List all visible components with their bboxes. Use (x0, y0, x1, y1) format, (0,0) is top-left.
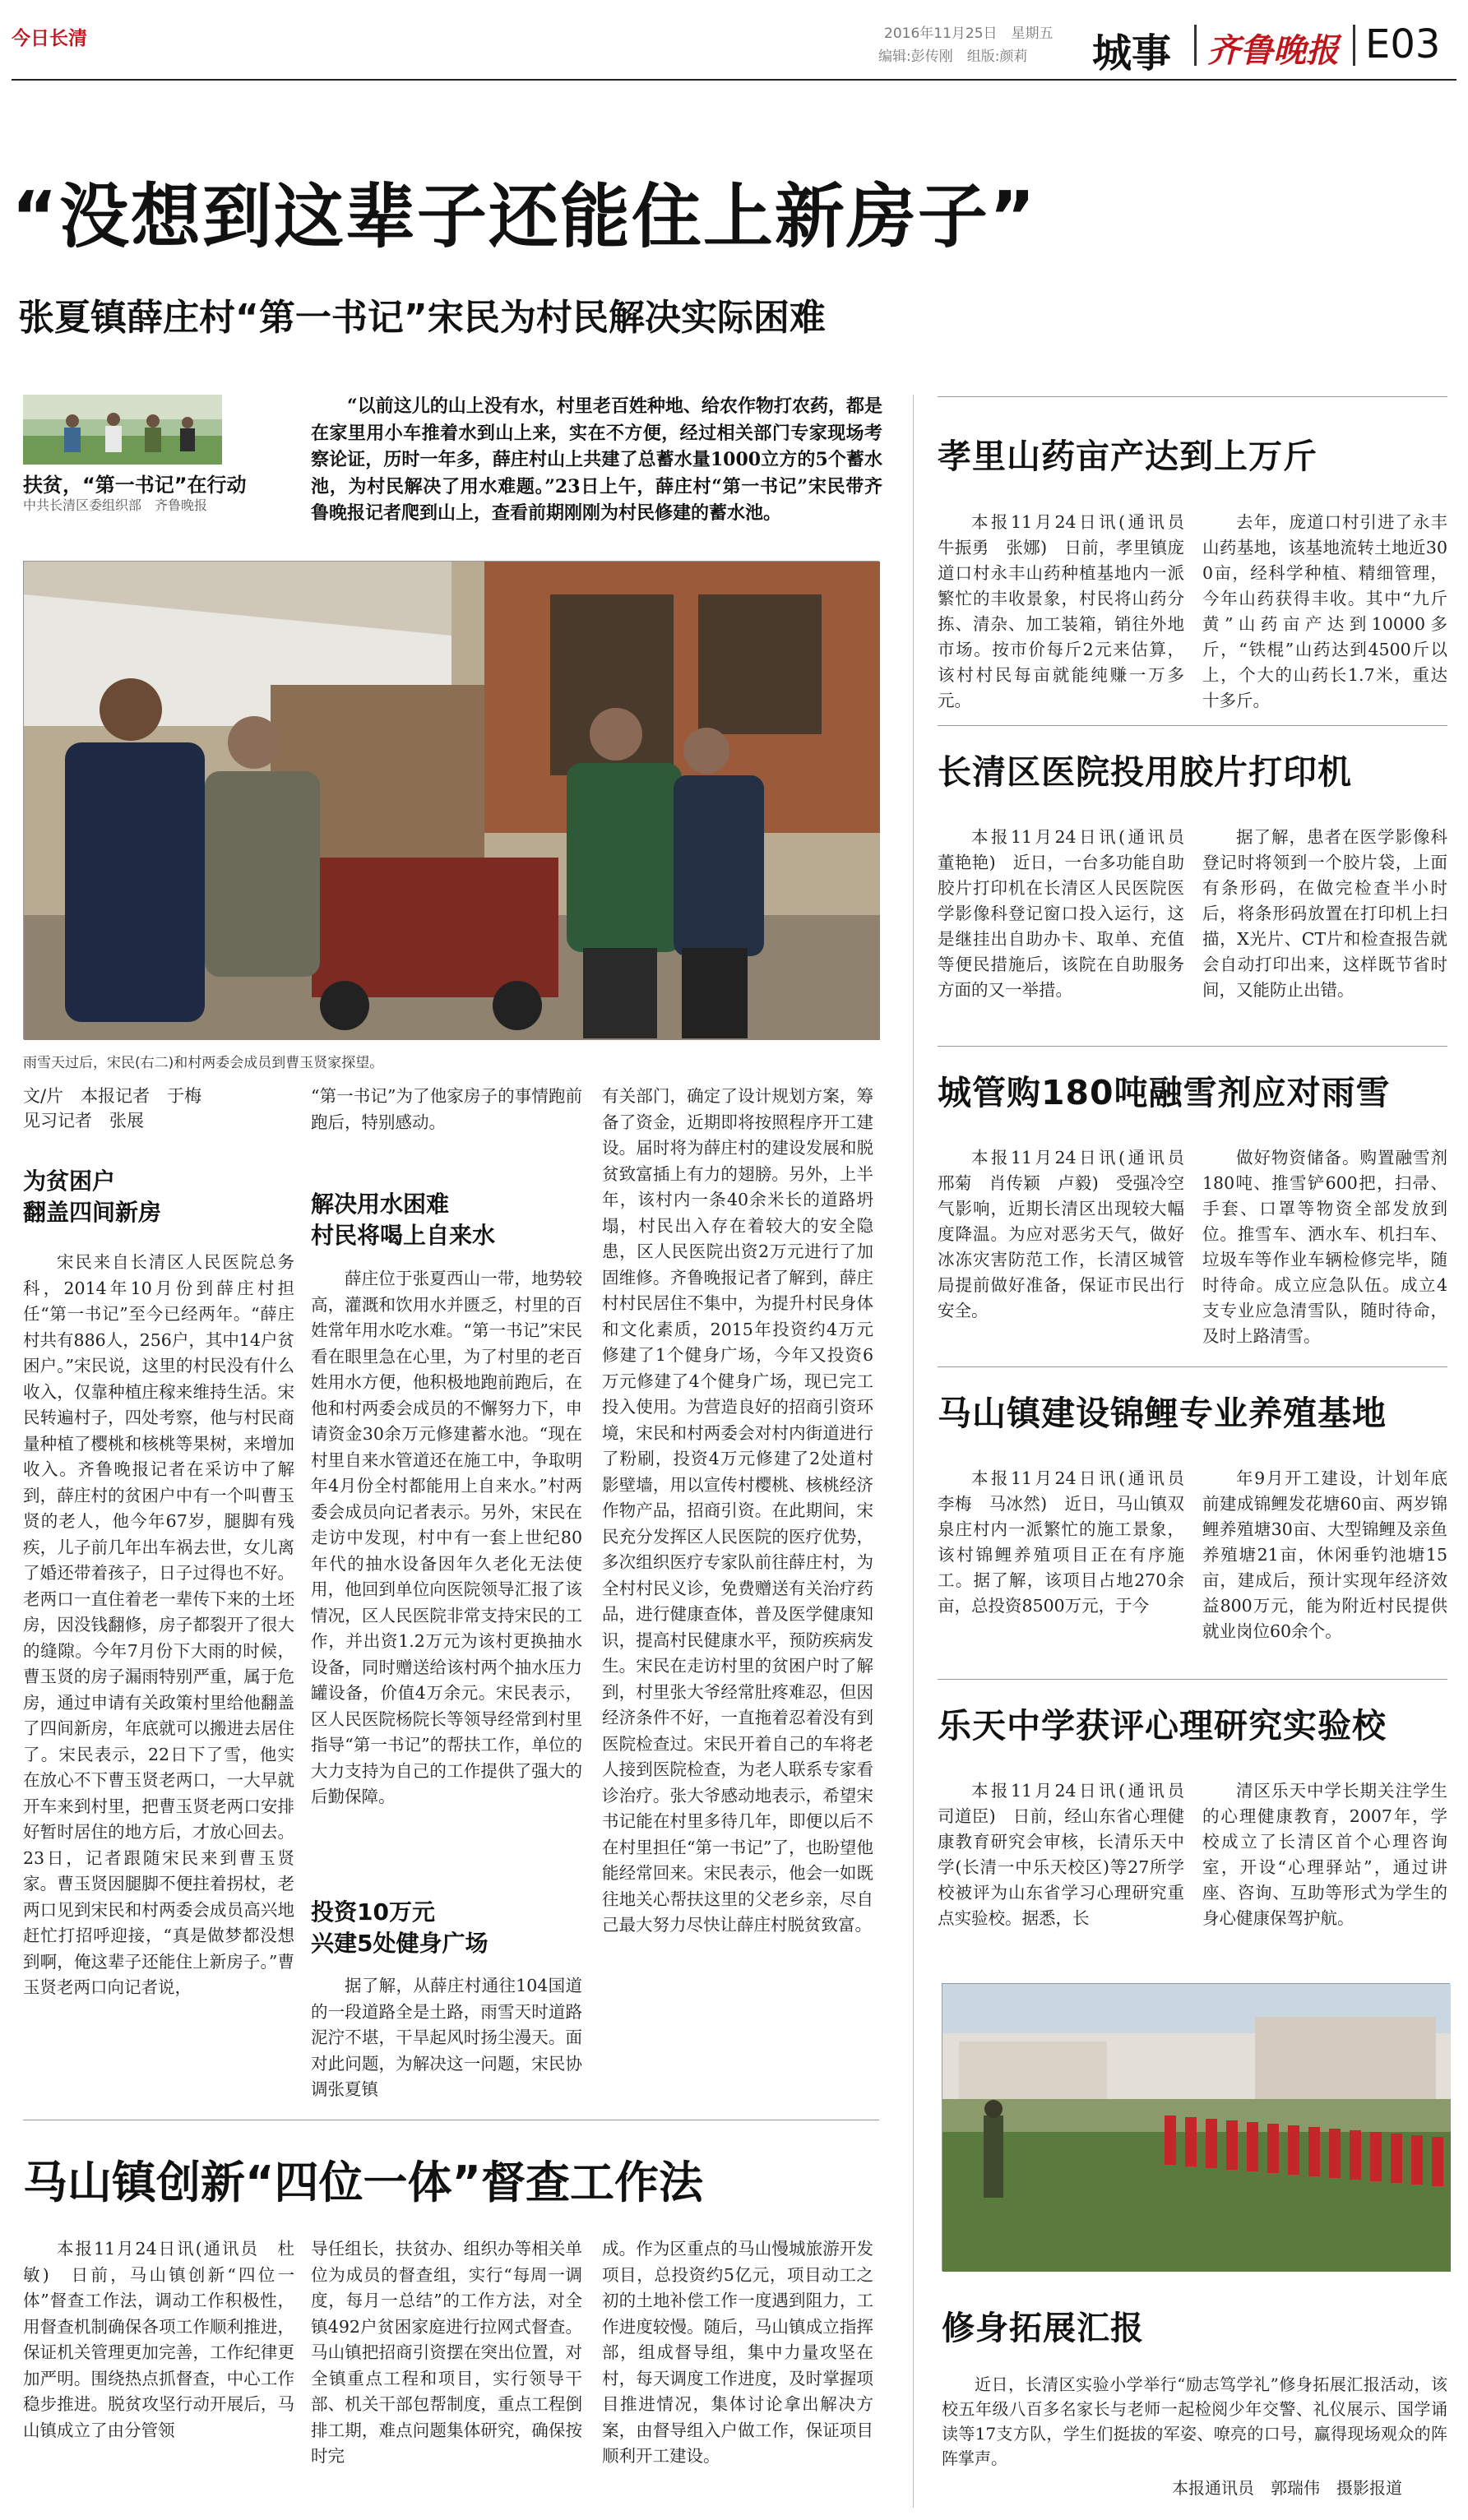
article-col-3 (602, 1084, 873, 2105)
main-title: “没想到这辈子还能住上新房子” (12, 177, 1037, 258)
story-school-right: 清区乐天中学长期关注学生的心理健康教育，2007年，学校成立了长清区首个心理咨询室，开设“心理驿站”，通过讲座、咨询、互助等形式为学生的身心健康保驾护航。 (1202, 1781, 1447, 1928)
article-col-1 (23, 1250, 294, 2105)
subhead-water (311, 1189, 582, 1251)
story-title-yam: 孝里山药亩产达到上万斤 (938, 437, 1317, 476)
article-text: 薛庄位于张夏西山一带，地势较高，灌溉和饮用水并匮乏，村里的百姓常年用水吃水难。“第一书记”宋民看在眼里急在心里，为了村里的老百姓用水方便，他积极地跑前跑后，在他和村两委会成员的不懈努力下，申请资金30余万元修建蓄水池。“现在村里自来水管道还在施工中，争取明年4月份全村都能用上自来水。”村两委会成员向记者表示。另外，宋民在走访中发现，村中有一套上世纪80年代的抽水设备因年久老化无法使用，他回到单位向医院领导汇报了该情况，区人民医院非常支持宋民的工作，并出资1.2万元为该村更换抽水设备，同时赠送给该村两个抽水压力罐设备，价值4万余元。宋民表示，区人民医院杨院长等领导经常到村里指导“第一书记”的帮扶工作，单位的大力支持为自己的工作提供了强大的后勤保障。 (311, 1269, 582, 1806)
byline-line: 文/片 本报记者 于梅 (23, 1086, 202, 1106)
article-text: 有关部门，确定了设计规划方案，筹备了资金，近期即将按照程序开工建设。届时将为薛庄村的建设发展和脱贫致富插上有力的翅膀。另外，上半年，该村内一条40余米长的道路坍塌，村民出入存在着较大的安全隐患，区人民医院出资2万元进行了加固维修。齐鲁晚报记者了解到，薛庄村村民居住不集中，为提升村民身体和文化素质，2015年投资约4万元修建了1个健身广场，今年又投资6万元修建了4个健身广场，现已完工投入使用。为营造良好的招商引资环境，宋民和村两委会对村内街道进行了粉刷，投资4万元修建了2处道村影壁墙，用以宣传村樱桃、核桃经济作物产品，招商引资。在此期间，宋民充分发挥区人民医院的医疗优势，多次组织医疗专家队前往薛庄村，为全村村民义诊，免费赠送有关治疗药品，进行健康查体，普及医学健康知识，提高村民健康水平，预防疾病发生。宋民在走访村里的贫困户时了解到，村里张大爷经常肚疼难忍，但因经济条件不好，一直拖着忍着没有到医院检查过。宋民开着自己的车将老人接到医院检查，为老人联系专家看诊治疗。张大爷感动地表示，希望宋书记能在村里多待几年，即便以后不在村里担任“第一书记”了，也盼望他能经常回来。宋民表示，他会一如既往地关心帮扶这里的父老乡亲，尽自己最大努力尽快让薛庄村脱贫致富。 (602, 1086, 873, 1935)
story-title-film: 长清区医院投用胶片打印机 (938, 752, 1352, 792)
main-subtitle: 张夏镇薛庄村“第一书记”宋民为村民解决实际困难 (18, 297, 826, 339)
story-rule (938, 1046, 1447, 1047)
byline-line: 见习记者 张展 (23, 1111, 144, 1131)
header-rule (12, 79, 1456, 81)
subhead-line: 村民将喝上自来水 (311, 1222, 496, 1249)
main-photo (23, 561, 879, 1039)
bottom-text: 导任组长，扶贫办、组织办等相关单位为成员的督查组，实行“每周一调度，每月一总结”的工作方法，对全镇492户贫困家庭进行拉网式督查。马山镇把招商引资摆在突出位置，对全镇重点工程和项目，实行领导干部、机关干部包帮制度，重点工程倒排工期，难点问题集体研究，确保按时完 (311, 2239, 582, 2466)
column-divider (913, 395, 914, 2508)
subhead-fitness (311, 1897, 582, 1959)
story-title-koi: 马山镇建设锦鲤专业养殖基地 (938, 1394, 1387, 1433)
subhead-line: 为贫困户 (23, 1168, 116, 1195)
story-rule (938, 1366, 1447, 1367)
section-label: 今日长清 (12, 28, 87, 49)
story-film-right: 据了解，患者在医学影像科登记时将领到一个胶片袋，上面有条形码，在做完检查半小时后，将条形码放置在打印机上扫描，X光片、CT片和检查报告就会自动打印出来，这样既节省时间，又能防止出错。 (1202, 827, 1447, 1000)
story-rule (938, 396, 1447, 397)
subhead-line: 投资10万元 (311, 1898, 435, 1926)
story-rule (938, 725, 1447, 726)
header-divider (1353, 25, 1355, 66)
article-text: 据了解，从薛庄村通往104国道的一段道路全是土路，雨雪天时道路泥泞不堪，干旱起风时扬尘漫天。面对此问题，为解决这一问题，宋民协调张夏镇 (311, 1976, 582, 2099)
story-snow-right: 做好物资储备。购置融雪剂180吨、推雪铲600把，扫帚、手套、口罩等物资全部发放到位。推雪车、洒水车、机扫车、垃圾车等作业车辆检修完毕，随时待命。成立应急队伍。成立4支专业应急清雪队，随时待命，及时上路清雪。 (1202, 1148, 1447, 1346)
thumbnail-credit: 中共长清区委组织部 齐鲁晚报 (23, 497, 208, 513)
story-yam-left: 本报11月24日讯(通讯员 牛振勇 张娜) 日前，孝里镇庞道口村永丰山药种植基地内一派繁忙的丰收景象，村民将山药分拣、清杂、加工装箱，销往外地市场。按市价每斤2元来估算，该村村民每亩就能纯赚一万多元。 (938, 512, 1202, 710)
column-name: 城事 (1092, 30, 1172, 76)
thumbnail-photo (23, 395, 222, 465)
bottom-col-2 (311, 2236, 582, 2512)
story-koi-left: 本报11月24日讯(通讯员 李梅 马冰然) 近日，马山镇双泉庄村内一派繁忙的施工景象，该村锦鲤养殖项目正在有序施工。据了解，该项目占地270余亩，总投资8500万元，于今 (938, 1468, 1202, 1616)
bottom-title: 马山镇创新“四位一体”督查工作法 (23, 2157, 703, 2208)
article-col-2-bottom (311, 1973, 582, 2105)
article-col-2-top (311, 1084, 582, 1135)
article-text: “第一书记”为了他家房子的事情跑前跑后，特别感动。 (311, 1086, 582, 1132)
bottom-text: 本报11月24日讯(通讯员 杜敏) 日前，马山镇创新“四位一体”督查工作法，调动工作积极性，用督查机制确保各项工作顺利推进，保证机关管理更加完善，工作纪律更加严明。围绕热点抓督查，中心工作稳步推进。脱贫攻坚行动开展后，马山镇成立了由分管领 (23, 2239, 294, 2440)
subhead-new-houses (23, 1166, 294, 1228)
byline (23, 1084, 201, 1133)
story-film-left: 本报11月24日讯(通讯员 董艳艳) 近日，一台多功能自助胶片打印机在长清区人民医院医学影像科登记窗口投入运行，这是继挂出自助办卡、取单、充值等便民措施后，该院在自助服务方面的又一举措。 (938, 827, 1202, 1000)
story-title-school: 乐天中学获评心理研究实验校 (938, 1706, 1387, 1746)
photo-caption: 雨雪天过后，宋民(右二)和村两委会成员到曹玉贤家探望。 (23, 1055, 384, 1071)
story-school-left: 本报11月24日讯(通讯员 司道臣) 日前，经山东省心理健康教育研究会审核，长清乐天中学(长清一中乐天校区)等27所学校被评为山东省学习心理研究重点实验校。据悉，长 (938, 1781, 1202, 1928)
story-koi-right: 年9月开工建设，计划年底前建成锦鲤发花塘60亩、两岁锦鲤养殖塘30亩、大型锦鲤及亲鱼养殖塘21亩，休闲垂钓池塘15亩，建成后，预计实现年经济效益800万元，能为附近村民提供就业岗位60余个。 (1202, 1468, 1447, 1641)
header-divider (1194, 25, 1197, 66)
expand-photo (942, 1983, 1450, 2271)
subhead-line: 解决用水困难 (311, 1191, 450, 1218)
page-code: E03 (1365, 21, 1441, 67)
story-rule (938, 1679, 1447, 1680)
story-title-snow: 城管购180吨融雪剂应对雨雪 (938, 1073, 1391, 1112)
paper-logo: 齐鲁晚报 (1207, 31, 1339, 70)
editor-line: 编辑:彭传刚 组版:颜莉 (878, 49, 1028, 65)
bottom-text: 成。作为区重点的马山慢城旅游开发项目，总投资约5亿元，项目动工之初的土地补偿工作一度遇到阻力，工作进度较慢。随后，马山镇成立指挥部，组成督导组，集中力量攻坚在村，每天调度工作进度，及时掌握项目推进情况，集体讨论拿出解决方案，由督导组入户做工作，保证项目顺利开工建设。 (602, 2239, 873, 2466)
article-text: 宋民来自长清区人民医院总务科，2014年10月份到薛庄村担任“第一书记”至今已经两年。“薛庄村共有886人，256户，其中14户贫困户。”宋民说，这里的村民没有什么收入，仅靠种植庄稼来维持生活。宋民转遍村子，四处考察，他与村民商量种植了樱桃和核桃等果树，来增加收入。齐鲁晚报记者在采访中了解到，薛庄村的贫困户中有一个叫曹玉贤的老人，他今年67岁，腿脚有残疾，儿子前几年出车祸去世，女儿离了婚还带着孩子，日子过得也不好。老两口一直住着老一辈传下来的土坯房，因没钱翻修，房子都裂开了很大的缝隙。今年7月份下大雨的时候，曹玉贤的房子漏雨特别严重，属于危房，通过申请有关政策村里给他翻盖了四间新房，年底就可以搬进去居住了。宋民表示，22日下了雪，他实在放心不下曹玉贤老两口，一大早就开车来到村里，把曹玉贤老两口安排好暂时居住的地方后，才放心回去。23日，记者跟随宋民来到曹玉贤家。曹玉贤因腿脚不便拄着拐杖，老两口见到宋民和村两委会成员高兴地赶忙打招呼迎接，“真是做梦都没想到啊，俺这辈子还能住上新房子。”曹玉贤老两口向记者说， (23, 1252, 294, 1997)
story-snow-left: 本报11月24日讯(通讯员 邢菊 肖传颖 卢毅) 受强冷空气影响，近期长清区出现较大幅度降温。为应对恶劣天气，做好冰冻灾害防范工作，长清区城管局提前做好准备，保证市民出行安全。 (938, 1148, 1202, 1320)
story-yam-right: 去年，庞道口村引进了永丰山药基地，该基地流转土地近300亩，经科学种植、精细管理，今年山药获得丰收。其中“九斤黄”山药亩产达到10000多斤，“铁棍”山药达到4500斤以上，个大的山药长1.7米，重达十多斤。 (1202, 512, 1447, 710)
intro-paragraph: “以前这儿的山上没有水，村里老百姓种地、给农作物打农药，都是在家里用小车推着水到山上来，实在不方便，经过相关部门专家现场考察论证，历时一年多，薛庄村山上共建了总蓄水量1000立方的5个蓄水池，为村民解决了用水难题。”23日上午，薛庄村“第一书记”宋民带齐鲁晚报记者爬到山上，查看前期刚刚为村民修建的蓄水池。 (311, 395, 882, 524)
bottom-col-1 (23, 2236, 294, 2512)
expand-credit: 本报通讯员 郭瑞伟 摄影报道 (1172, 2478, 1402, 2498)
expand-body: 近日，长清区实验小学举行“励志笃学礼”修身拓展汇报活动，该校五年级八百多名家长与老师一起检阅少年交警、礼仪展示、国学诵读等17支方队，学生们挺拔的军姿、嘹亮的口号，赢得现场观众的阵阵掌声。 (942, 2374, 1447, 2468)
date-line: 2016年11月25日 星期五 (884, 25, 1054, 42)
subhead-line: 兴建5处健身广场 (311, 1930, 489, 1957)
expand-title: 修身拓展汇报 (942, 2310, 1144, 2347)
article-col-2-mid (311, 1266, 582, 1887)
subhead-line: 翻盖四间新房 (23, 1199, 162, 1226)
bottom-col-3 (602, 2236, 873, 2512)
thumbnail-title: 扶贫，“第一书记”在行动 (23, 474, 247, 497)
